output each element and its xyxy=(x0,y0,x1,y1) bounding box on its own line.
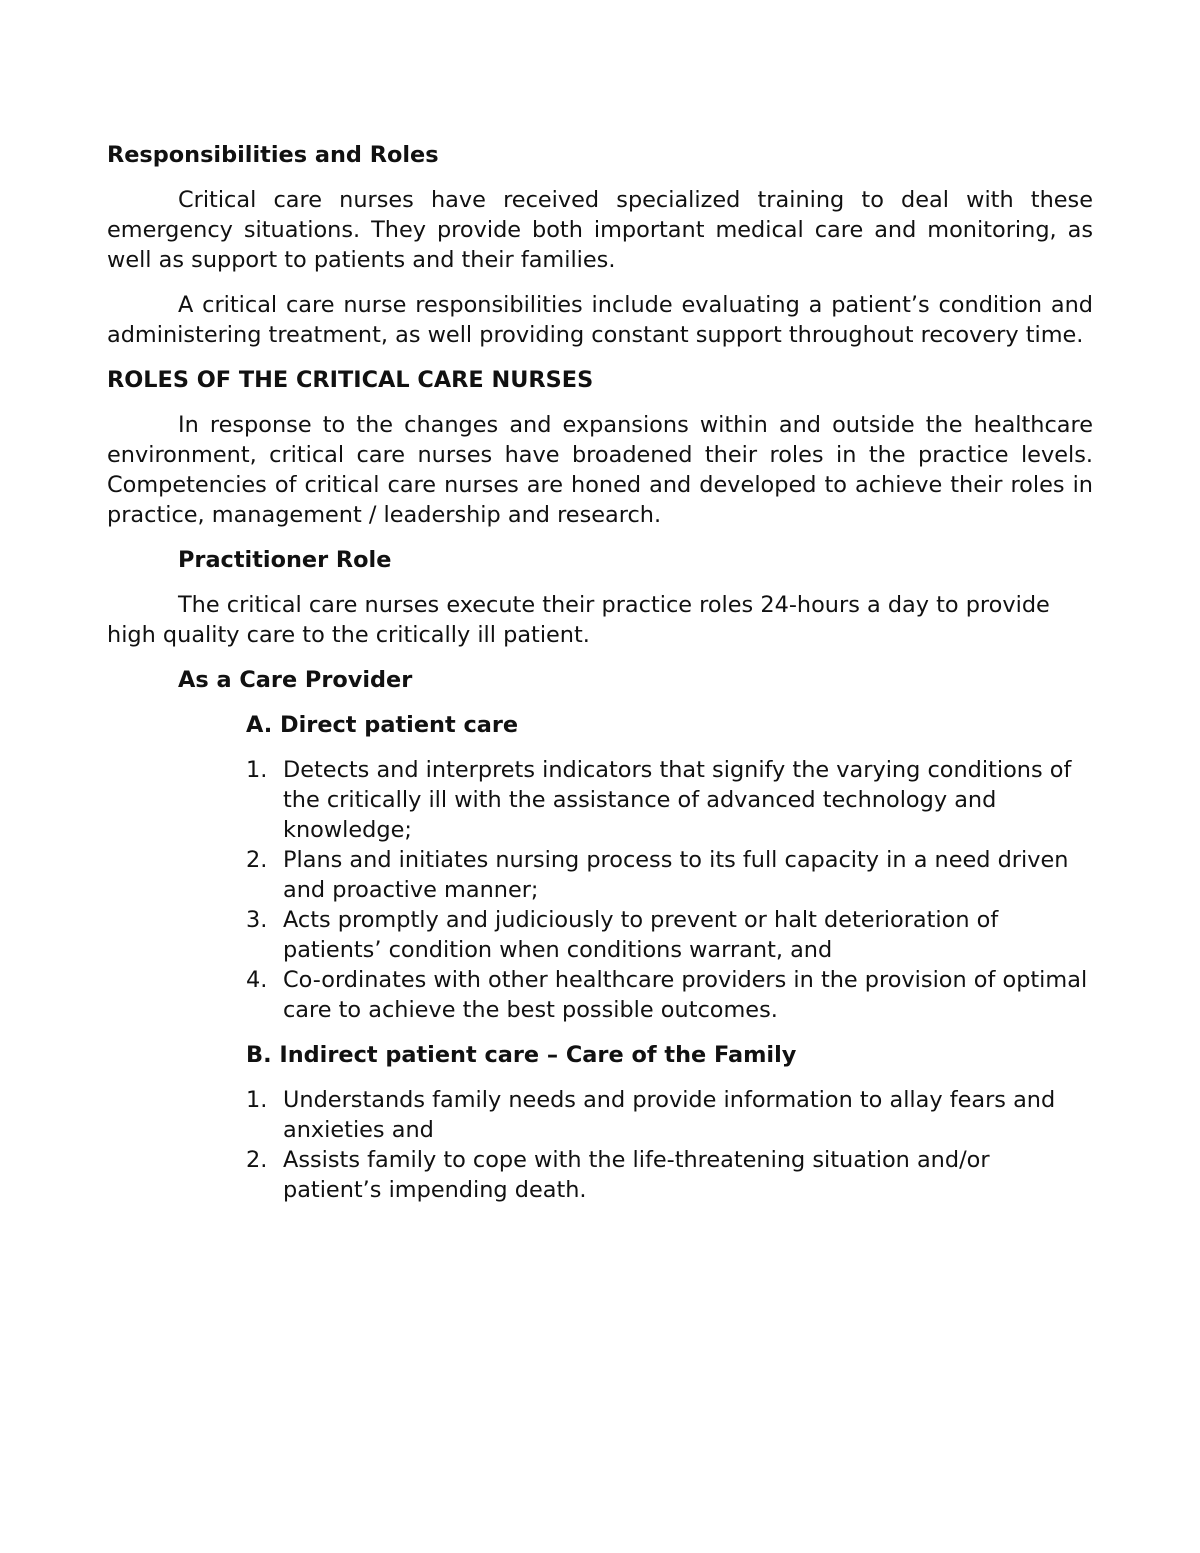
list-item xyxy=(246,755,1093,845)
list-item xyxy=(246,965,1093,1025)
list-item-text: Acts promptly and judiciously to prevent or halt deterioration of patients’ condition when conditions warrant, and xyxy=(283,907,999,963)
list-item-number: 1. xyxy=(246,1087,268,1113)
paragraph-nurse-responsibilities: A critical care nurse responsibilities include evaluating a patient’s condition and administering treatment, as well providing constant support throughout recovery time. xyxy=(107,292,1093,348)
list-item-text: Detects and interprets indicators that signify the varying conditions of the critically ill with the assistance of advanced technology and knowledge; xyxy=(283,757,1072,843)
list-item-text: Assists family to cope with the life-threatening situation and/or patient’s impending death. xyxy=(283,1147,990,1203)
list-item xyxy=(246,1145,1093,1205)
paragraph-critical-care-training: Critical care nurses have received specialized training to deal with these emergency situations. They provide both important medical care and monitoring, as well as support to patients and their families. xyxy=(107,187,1093,273)
list-item xyxy=(246,1085,1093,1145)
list-item-text: Plans and initiates nursing process to its full capacity in a need driven and proactive manner; xyxy=(283,847,1069,903)
list-indirect-patient-care xyxy=(107,1085,1093,1205)
paragraph-broadened-roles: In response to the changes and expansions within and outside the healthcare environment, critical care nurses have broadened their roles in the practice levels. Competencies of critical care nurses are honed and developed to achieve their roles in practice, management / leadership and research. xyxy=(107,412,1093,528)
heading-care-provider: As a Care Provider xyxy=(178,667,413,693)
subheading-direct-patient-care: A. Direct patient care xyxy=(246,712,519,738)
heading-practitioner-role: Practitioner Role xyxy=(178,547,392,573)
document-page xyxy=(107,140,1093,1220)
list-item-text: Co-ordinates with other healthcare providers in the provision of optimal care to achieve the best possible outcomes. xyxy=(283,967,1088,1023)
subheading-indirect-patient-care: B. Indirect patient care – Care of the Family xyxy=(246,1042,797,1068)
heading-responsibilities-and-roles: Responsibilities and Roles xyxy=(107,142,439,168)
list-item-number: 2. xyxy=(246,847,268,873)
list-item-number: 1. xyxy=(246,757,268,783)
list-direct-patient-care xyxy=(107,755,1093,1025)
list-item xyxy=(246,845,1093,905)
list-item xyxy=(246,905,1093,965)
paragraph-practice-roles: The critical care nurses execute their practice roles 24-hours a day to provide high quality care to the critically ill patient. xyxy=(107,592,1050,648)
list-item-number: 4. xyxy=(246,967,268,993)
list-item-text: Understands family needs and provide information to allay fears and anxieties and xyxy=(283,1087,1056,1143)
list-item-number: 3. xyxy=(246,907,268,933)
heading-roles-of-critical-care-nurses: ROLES OF THE CRITICAL CARE NURSES xyxy=(107,367,594,393)
list-item-number: 2. xyxy=(246,1147,268,1173)
